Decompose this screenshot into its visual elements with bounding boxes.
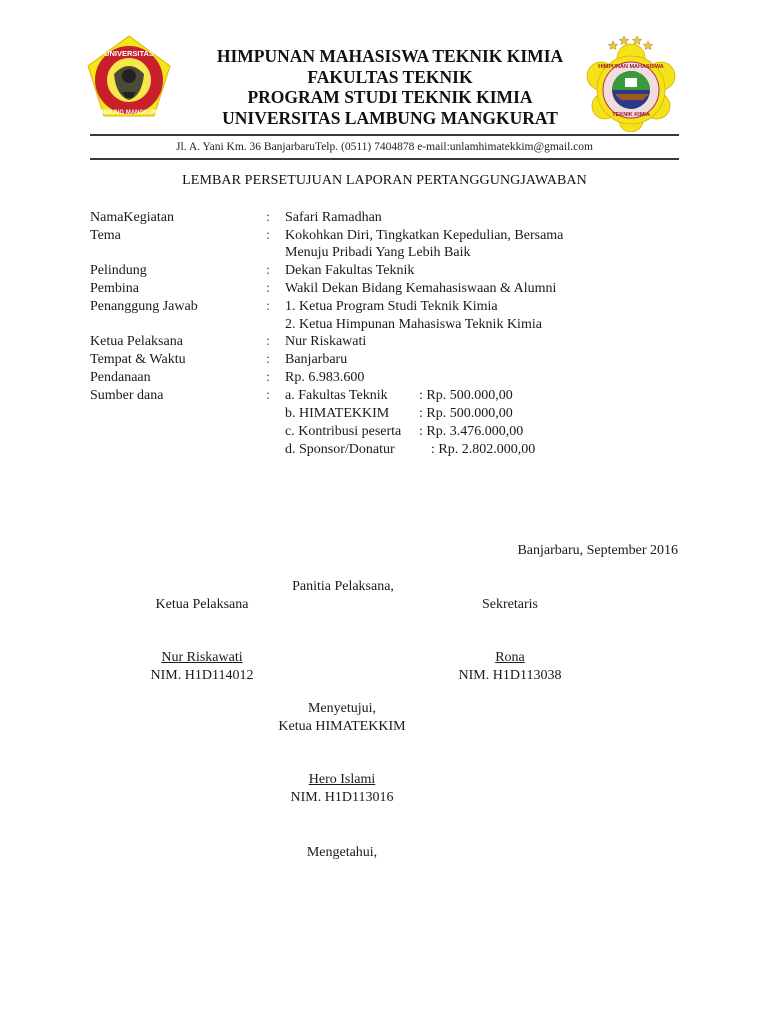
funding-source-amount: : Rp. 3.476.000,00	[419, 424, 524, 439]
detail-value: Safari Ramadhan	[285, 210, 382, 225]
approval-signer-name	[257, 772, 427, 788]
funding-source-name: b. HIMATEKKIM	[285, 406, 390, 421]
detail-value: Dekan Fakultas Teknik	[285, 263, 415, 278]
approval-signer-nim: NIM. H1D113016	[290, 790, 394, 805]
detail-value: Kokohkan Diri, Tingkatkan Kepedulian, Bersama	[285, 228, 564, 243]
funding-source-name: a. Fakultas Teknik	[285, 388, 388, 403]
detail-value: Nur Riskawati	[285, 334, 367, 349]
letterhead-line-organization: HIMPUNAN MAHASISWA TEKNIK KIMIA	[216, 46, 564, 66]
detail-colon: :	[266, 228, 270, 243]
funding-source-name: d. Sponsor/Donatur	[285, 442, 395, 457]
acknowledged-heading: Mengetahui,	[306, 845, 378, 860]
letterhead-title	[190, 46, 590, 128]
detail-value: Banjarbaru	[285, 352, 348, 367]
header-rule-top	[90, 134, 679, 136]
detail-colon: :	[266, 352, 270, 367]
detail-value: Menuju Pribadi Yang Lebih Baik	[285, 245, 471, 260]
approval-role: Ketua HIMATEKKIM	[278, 719, 406, 734]
letterhead-address: Jl. A. Yani Km. 36 BanjarbaruTelp. (0511) 7404878 e-mail:unlamhimatekkim@gmail.com	[176, 141, 593, 153]
detail-label: NamaKegiatan	[90, 210, 174, 225]
right-signer-nim: NIM. H1D113038	[458, 668, 562, 683]
letterhead-line-faculty: FAKULTAS TEKNIK	[307, 66, 473, 87]
left-signer-role: Ketua Pelaksana	[155, 597, 249, 612]
detail-value: 2. Ketua Himpunan Mahasiswa Teknik Kimia	[285, 317, 542, 332]
detail-colon: :	[266, 210, 270, 225]
detail-label: Pendanaan	[90, 370, 151, 385]
detail-label: Tempat & Waktu	[90, 352, 186, 367]
detail-value: Wakil Dekan Bidang Kemahasiswaan & Alumni	[285, 281, 557, 296]
right-signer-name-text: Rona	[495, 650, 525, 665]
svg-text:HIMPUNAN MAHASISWA: HIMPUNAN MAHASISWA	[598, 64, 664, 70]
letterhead-line-program: PROGRAM STUDI TEKNIK KIMIA	[247, 87, 533, 107]
document-title: LEMBAR PERSETUJUAN LAPORAN PERTANGGUNGJAWABAN	[182, 173, 587, 188]
detail-label: Tema	[90, 228, 121, 243]
left-signer-nim: NIM. H1D114012	[150, 668, 254, 683]
funding-source-name: c. Kontribusi peserta	[285, 424, 402, 439]
funding-source-amount: : Rp. 2.802.000,00	[431, 442, 536, 457]
detail-label: Penanggung Jawab	[90, 299, 198, 314]
detail-colon: :	[266, 370, 270, 385]
detail-label: Pembina	[90, 281, 139, 296]
left-signer-name	[132, 650, 272, 666]
right-signer-name	[440, 650, 580, 666]
detail-colon: :	[266, 388, 270, 403]
himpunan-emblem-icon	[583, 32, 679, 132]
detail-colon: :	[266, 281, 270, 296]
funding-source-amount: : Rp. 500.000,00	[419, 388, 513, 403]
detail-colon: :	[266, 299, 270, 314]
left-signer-name-text: Nur Riskawati	[161, 650, 243, 665]
svg-text:LAMBUNG MANGKURAT: LAMBUNG MANGKURAT	[93, 110, 165, 116]
svg-text:UNIVERSITAS: UNIVERSITAS	[104, 49, 154, 58]
detail-colon: :	[266, 263, 270, 278]
detail-label: Sumber dana	[90, 388, 164, 403]
place-date: Banjarbaru, September 2016	[517, 543, 678, 558]
svg-text:TEKNIK KIMIA: TEKNIK KIMIA	[612, 112, 650, 118]
header-rule-bottom	[90, 158, 679, 160]
funding-source-amount: : Rp. 500.000,00	[419, 406, 513, 421]
detail-label: Ketua Pelaksana	[90, 334, 183, 349]
approval-signer-name-text: Hero Islami	[308, 772, 376, 787]
letterhead-line-university: UNIVERSITAS LAMBUNG MANGKURAT	[222, 107, 558, 128]
detail-label: Pelindung	[90, 263, 147, 278]
detail-colon: :	[266, 334, 270, 349]
university-seal-icon	[86, 34, 172, 120]
committee-heading: Panitia Pelaksana,	[292, 579, 394, 594]
detail-value: Rp. 6.983.600	[285, 370, 365, 385]
approval-heading: Menyetujui,	[307, 701, 377, 716]
right-signer-role: Sekretaris	[482, 597, 538, 612]
detail-value: 1. Ketua Program Studi Teknik Kimia	[285, 299, 498, 314]
